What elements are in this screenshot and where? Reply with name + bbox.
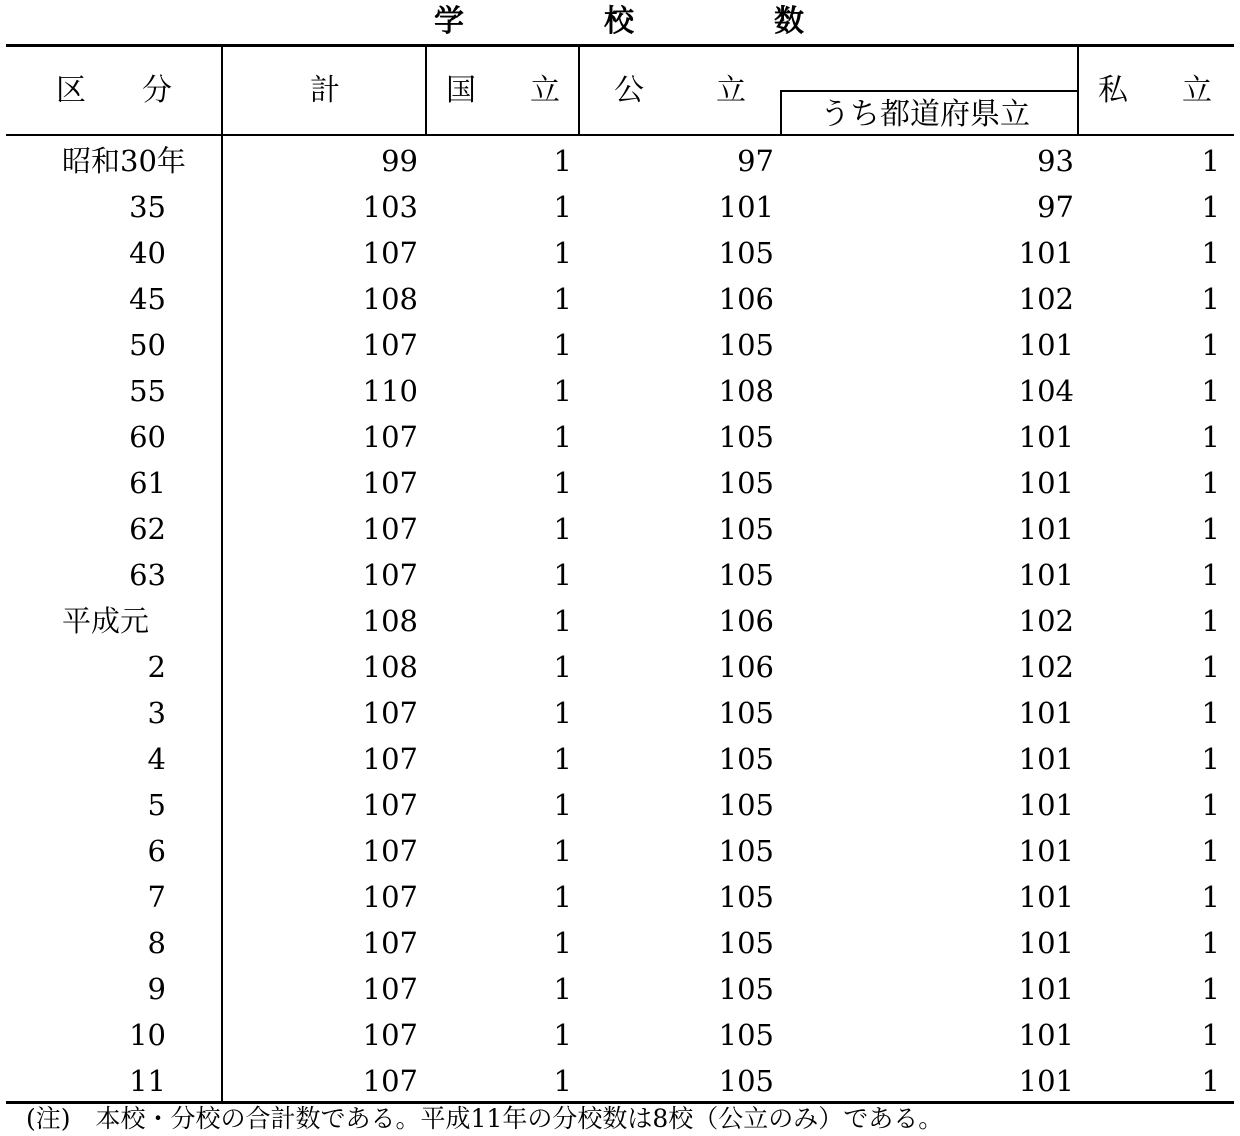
cell-prefectural: 93 <box>1037 144 1074 178</box>
row-label: 45 <box>129 282 166 316</box>
table-row <box>6 828 1234 874</box>
table-row <box>6 414 1234 460</box>
cell-private: 1 <box>1201 282 1220 316</box>
cell-public: 105 <box>718 236 774 270</box>
cell-national: 1 <box>553 834 572 868</box>
footnote: (注) 本校・分校の合計数である。平成11年の分校数は8校（公立のみ）である。 <box>26 1104 944 1133</box>
cell-total: 107 <box>362 558 418 592</box>
cell-national: 1 <box>553 144 572 178</box>
header-private-2: 立 <box>1182 73 1212 108</box>
table-row <box>6 460 1234 506</box>
row-label: 5 <box>147 788 166 822</box>
cell-total: 107 <box>362 926 418 960</box>
header-national-1: 国 <box>446 73 476 108</box>
cell-national: 1 <box>553 236 572 270</box>
table-row <box>6 782 1234 828</box>
cell-total: 107 <box>362 696 418 730</box>
cell-private: 1 <box>1201 374 1220 408</box>
cell-total: 107 <box>362 1018 418 1052</box>
cell-national: 1 <box>553 466 572 500</box>
row-label: 60 <box>129 420 166 454</box>
cell-private: 1 <box>1201 1064 1220 1098</box>
cell-total: 107 <box>362 880 418 914</box>
row-label: 8 <box>147 926 166 960</box>
table-row <box>6 368 1234 414</box>
row-label: 11 <box>129 1064 166 1098</box>
header-kubun-2: 分 <box>142 73 172 108</box>
table-row <box>6 230 1234 276</box>
cell-national: 1 <box>553 696 572 730</box>
cell-public: 105 <box>718 420 774 454</box>
cell-prefectural: 101 <box>1018 1064 1074 1098</box>
cell-public: 108 <box>718 374 774 408</box>
cell-national: 1 <box>553 880 572 914</box>
header-total: 計 <box>310 73 340 108</box>
row-label: 2 <box>147 650 166 684</box>
table-row <box>6 598 1234 644</box>
cell-national: 1 <box>553 742 572 776</box>
cell-public: 105 <box>718 926 774 960</box>
row-label: 10 <box>129 1018 166 1052</box>
cell-private: 1 <box>1201 834 1220 868</box>
cell-prefectural: 101 <box>1018 834 1074 868</box>
row-label: 6 <box>147 834 166 868</box>
table-row <box>6 736 1234 782</box>
table-row <box>6 966 1234 1012</box>
cell-prefectural: 101 <box>1018 512 1074 546</box>
cell-private: 1 <box>1201 788 1220 822</box>
cell-private: 1 <box>1201 144 1220 178</box>
row-label: 61 <box>129 466 166 500</box>
cell-prefectural: 102 <box>1018 650 1074 684</box>
cell-total: 108 <box>362 604 418 638</box>
cell-private: 1 <box>1201 696 1220 730</box>
cell-public: 105 <box>718 834 774 868</box>
row-label: 3 <box>147 696 166 730</box>
cell-public: 105 <box>718 742 774 776</box>
cell-national: 1 <box>553 374 572 408</box>
header-rule <box>6 134 1234 136</box>
cell-public: 105 <box>718 558 774 592</box>
cell-private: 1 <box>1201 1018 1220 1052</box>
cell-public: 105 <box>718 1018 774 1052</box>
cell-private: 1 <box>1201 420 1220 454</box>
row-label: 62 <box>129 512 166 546</box>
row-label: 55 <box>129 374 166 408</box>
cell-prefectural: 101 <box>1018 236 1074 270</box>
row-label: 昭和30年 <box>62 144 186 178</box>
cell-national: 1 <box>553 1064 572 1098</box>
cell-private: 1 <box>1201 328 1220 362</box>
cell-prefectural: 101 <box>1018 742 1074 776</box>
cell-total: 110 <box>362 374 418 408</box>
cell-public: 105 <box>718 328 774 362</box>
cell-public: 101 <box>718 190 774 224</box>
row-label: 4 <box>147 742 166 776</box>
row-label: 7 <box>147 880 166 914</box>
cell-national: 1 <box>553 558 572 592</box>
cell-private: 1 <box>1201 558 1220 592</box>
table-row <box>6 1012 1234 1058</box>
cell-national: 1 <box>553 650 572 684</box>
title-char-1: 学 <box>434 4 464 39</box>
cell-total: 108 <box>362 282 418 316</box>
cell-national: 1 <box>553 282 572 316</box>
row-label: 35 <box>129 190 166 224</box>
cell-total: 103 <box>362 190 418 224</box>
cell-national: 1 <box>553 1018 572 1052</box>
cell-prefectural: 104 <box>1018 374 1074 408</box>
cell-national: 1 <box>553 328 572 362</box>
cell-national: 1 <box>553 420 572 454</box>
cell-prefectural: 101 <box>1018 328 1074 362</box>
cell-national: 1 <box>553 926 572 960</box>
table-row <box>6 184 1234 230</box>
cell-public: 106 <box>718 650 774 684</box>
table-title <box>0 2 1240 42</box>
cell-prefectural: 101 <box>1018 420 1074 454</box>
cell-private: 1 <box>1201 742 1220 776</box>
cell-private: 1 <box>1201 604 1220 638</box>
cell-prefectural: 101 <box>1018 466 1074 500</box>
prefectural-box-top <box>782 90 1078 92</box>
row-label: 9 <box>147 972 166 1006</box>
cell-total: 107 <box>362 1064 418 1098</box>
cell-public: 106 <box>718 282 774 316</box>
cell-national: 1 <box>553 604 572 638</box>
cell-public: 105 <box>718 1064 774 1098</box>
cell-national: 1 <box>553 512 572 546</box>
divider-public <box>780 90 782 136</box>
school-count-table <box>6 44 1234 1105</box>
cell-prefectural: 101 <box>1018 926 1074 960</box>
header-prefectural: うち都道府県立 <box>820 97 1030 132</box>
cell-private: 1 <box>1201 190 1220 224</box>
cell-private: 1 <box>1201 880 1220 914</box>
cell-private: 1 <box>1201 972 1220 1006</box>
cell-public: 105 <box>718 466 774 500</box>
header-national-2: 立 <box>530 73 560 108</box>
cell-total: 107 <box>362 420 418 454</box>
cell-national: 1 <box>553 788 572 822</box>
cell-prefectural: 101 <box>1018 558 1074 592</box>
cell-public: 105 <box>718 512 774 546</box>
cell-total: 108 <box>362 650 418 684</box>
header-public-2: 立 <box>716 73 746 108</box>
cell-prefectural: 101 <box>1018 1018 1074 1052</box>
cell-total: 107 <box>362 328 418 362</box>
header-public-1: 公 <box>614 73 644 108</box>
cell-private: 1 <box>1201 512 1220 546</box>
cell-public: 106 <box>718 604 774 638</box>
cell-prefectural: 101 <box>1018 972 1074 1006</box>
cell-private: 1 <box>1201 236 1220 270</box>
divider-prefectural <box>1077 44 1079 136</box>
cell-public: 97 <box>737 144 774 178</box>
row-label: 平成元 <box>62 604 150 638</box>
cell-private: 1 <box>1201 650 1220 684</box>
title-char-3: 数 <box>774 4 804 39</box>
cell-private: 1 <box>1201 926 1220 960</box>
cell-total: 107 <box>362 788 418 822</box>
cell-prefectural: 102 <box>1018 282 1074 316</box>
divider-total <box>425 44 427 136</box>
table-row <box>6 506 1234 552</box>
cell-national: 1 <box>553 190 572 224</box>
cell-prefectural: 101 <box>1018 696 1074 730</box>
table-row <box>6 874 1234 920</box>
cell-public: 105 <box>718 788 774 822</box>
cell-total: 107 <box>362 742 418 776</box>
table-row <box>6 552 1234 598</box>
table-row <box>6 1058 1234 1104</box>
table-body <box>6 138 1234 1104</box>
cell-total: 107 <box>362 972 418 1006</box>
cell-total: 99 <box>381 144 418 178</box>
cell-prefectural: 102 <box>1018 604 1074 638</box>
cell-prefectural: 97 <box>1037 190 1074 224</box>
table-row <box>6 322 1234 368</box>
cell-private: 1 <box>1201 466 1220 500</box>
title-char-2: 校 <box>604 4 634 39</box>
top-rule <box>6 44 1234 47</box>
cell-public: 105 <box>718 696 774 730</box>
cell-prefectural: 101 <box>1018 788 1074 822</box>
table-row <box>6 644 1234 690</box>
table-row <box>6 138 1234 184</box>
cell-prefectural: 101 <box>1018 880 1074 914</box>
table-row <box>6 690 1234 736</box>
row-label: 50 <box>129 328 166 362</box>
cell-public: 105 <box>718 972 774 1006</box>
header-kubun-1: 区 <box>56 73 86 108</box>
table-row <box>6 920 1234 966</box>
table-row <box>6 276 1234 322</box>
row-label: 63 <box>129 558 166 592</box>
header-private-1: 私 <box>1098 73 1128 108</box>
cell-total: 107 <box>362 236 418 270</box>
cell-public: 105 <box>718 880 774 914</box>
cell-national: 1 <box>553 972 572 1006</box>
cell-total: 107 <box>362 512 418 546</box>
divider-national <box>578 44 580 136</box>
row-label: 40 <box>129 236 166 270</box>
cell-total: 107 <box>362 466 418 500</box>
cell-total: 107 <box>362 834 418 868</box>
